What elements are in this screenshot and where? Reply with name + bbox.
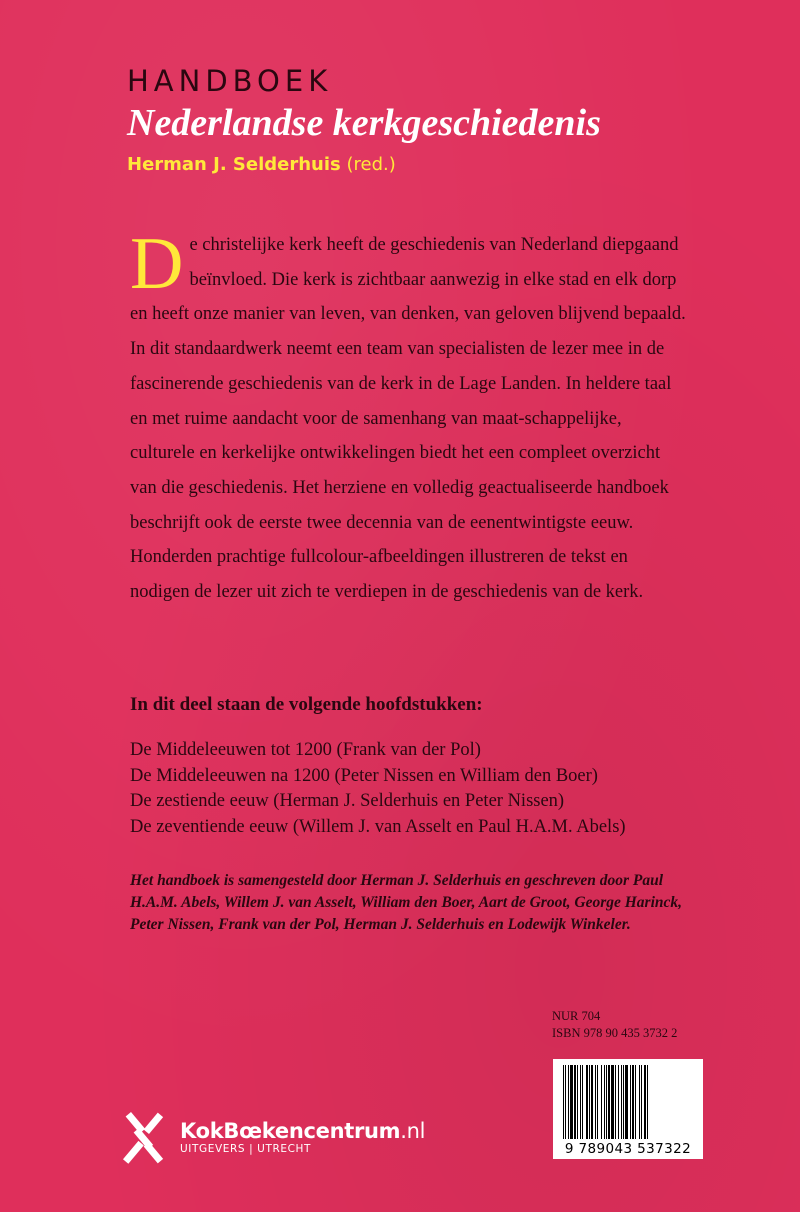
barcode-bars [553, 1059, 703, 1141]
credits-paragraph: Het handboek is samengesteld door Herman J. Selderhuis en geschreven door Paul H.A.M. Abels, Willem J. van Asselt, William den Boer, Aart de Groot, George Harinck, Peter Nissen, Frank van der Pol, Herman J. Selderhuis en Lodewijk Winkeler. [130, 872, 683, 933]
chapter-item: De Middeleeuwen tot 1200 (Frank van der Pol) [130, 740, 481, 760]
chapter-item: De zestiende eeuw (Herman J. Selderhuis en Peter Nissen) [130, 791, 565, 811]
barcode-digits: 9 789043 537322 [564, 1141, 692, 1157]
series-kicker: HANDBOEK [127, 64, 333, 98]
book-meta [552, 1008, 677, 1042]
drop-cap: D [130, 223, 184, 305]
chapter-item: De Middeleeuwen na 1200 (Peter Nissen en William den Boer) [130, 765, 598, 786]
nur-code: NUR 704 [552, 1009, 601, 1023]
editor-line [127, 152, 601, 178]
blurb [130, 223, 690, 610]
kokboekencentrum-logo-icon [122, 1110, 172, 1168]
editor-name: Herman J. Selderhuis [127, 154, 341, 175]
publisher-wordmark [180, 1119, 425, 1155]
intro-text: e christelijke kerk heeft de geschiedenis van Nederland diepgaand beïnvloed. Die kerk is zichtbaar aanwezig in elke stad en elk dorp en heeft onze manier van leven, van denken, van geloven blijvend bepaald. [130, 235, 686, 325]
chapters-list [130, 738, 626, 840]
isbn-number: ISBN 978 90 435 3732 2 [552, 1026, 678, 1040]
barcode [553, 1059, 703, 1159]
chapter-item: De zeventiende eeuw (Willem J. van Asselt en Paul H.A.M. Abels) [130, 816, 626, 837]
intro-paragraph [130, 223, 690, 332]
editor-role: (red.) [346, 154, 396, 175]
publisher-tagline: UITGEVERS | UTRECHT [180, 1143, 312, 1155]
header [127, 64, 601, 178]
description-paragraph: In dit standaardwerk neemt een team van specialisten de lezer mee in de fascinerende geschiedenis van de kerk in de Lage Landen. In heldere taal en met ruime aandacht voor de samenhang van maat-schappelijke, culturele en kerkelijke ontwikkelingen biedt het een compleet overzicht van die geschiedenis. Het herziene en volledig geactualiseerde handboek beschrijft ook de eerste twee decennia van de eenentwintigste eeuw. Honderden prachtige fullcolour-afbeeldingen illustreren de tekst en nodigen de lezer uit zich te verdiepen in de geschiedenis van de kerk. [130, 339, 672, 603]
chapters-heading: In dit deel staan de volgende hoofdstukken: [130, 694, 483, 715]
book-title: Nederlandse kerkgeschiedenis [127, 102, 601, 144]
publisher-name: KokBœkencentrum.nl [180, 1119, 426, 1143]
